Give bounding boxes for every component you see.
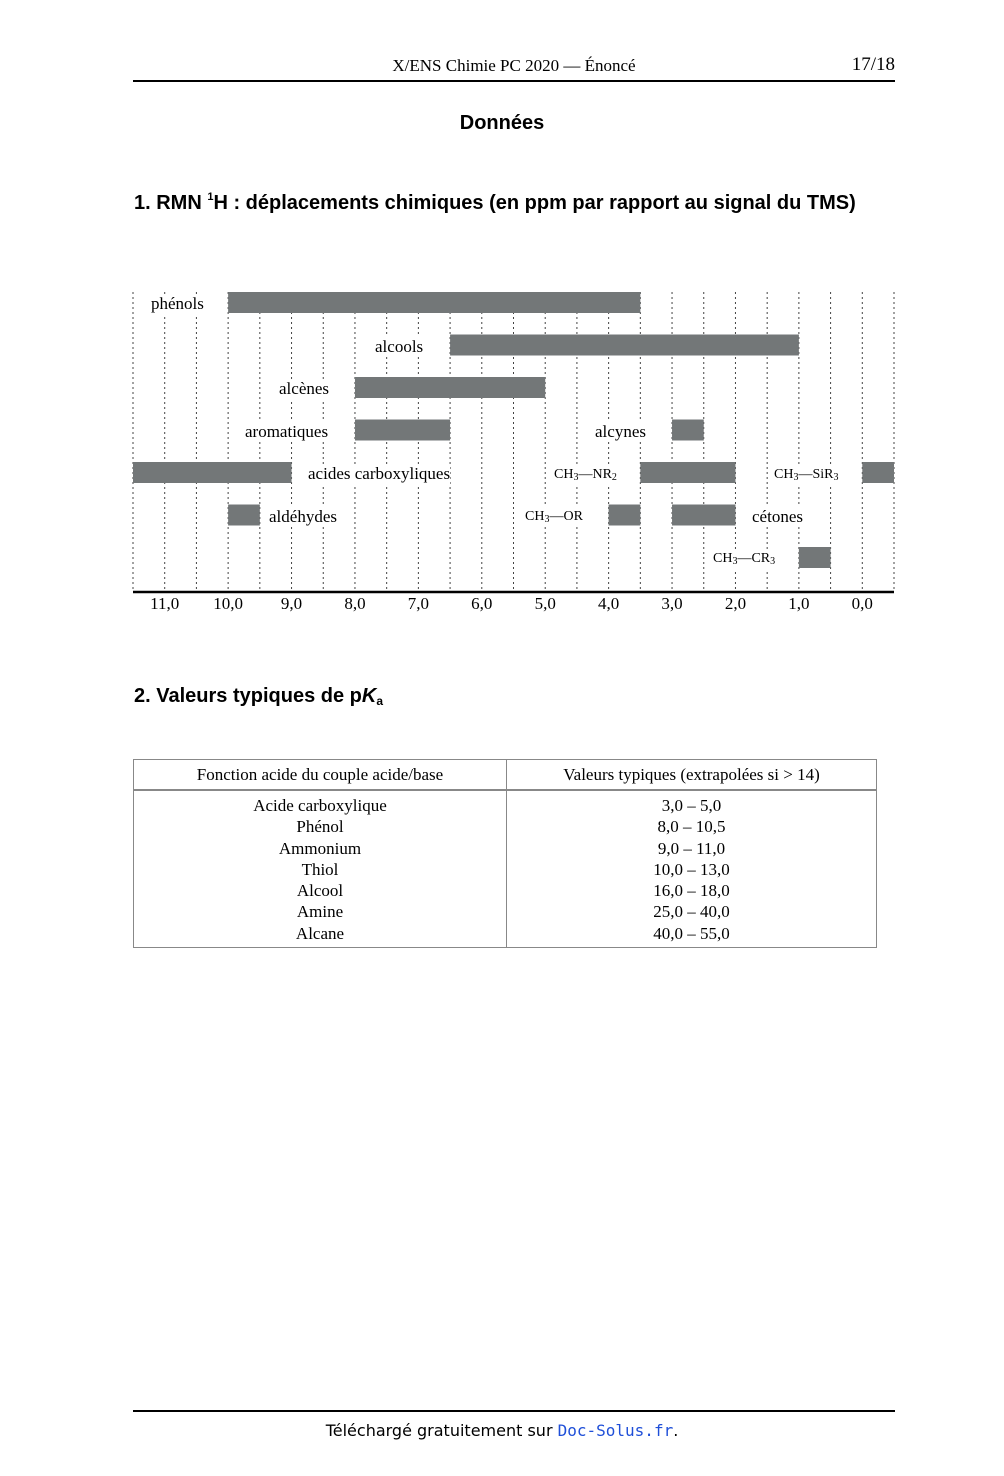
section-1-prefix: 1. RMN [134,192,208,214]
footer [0,1421,1004,1440]
table-row [134,880,877,901]
table-row [134,816,877,837]
cell-fonction: Amine [134,901,507,922]
section-2-italic: K [361,685,377,707]
table-header-row [134,760,877,791]
tick-label: 9,0 [280,594,303,613]
tick-label: 2,0 [724,594,747,613]
bar-alc-nes [355,377,545,398]
tick-label: 5,0 [534,594,556,613]
bar-ch3-or [609,505,641,526]
cell-valeurs: 3,0 – 5,0 [507,790,877,816]
label-phenols: phénols [151,294,204,313]
cell-valeurs: 9,0 – 11,0 [507,838,877,859]
label-acides: acides carboxyliques [308,464,451,483]
page-number: 17/18 [851,54,895,75]
cell-fonction: Ammonium [134,838,507,859]
cell-valeurs: 8,0 – 10,5 [507,816,877,837]
tick-label: 6,0 [471,594,493,613]
label-aldehydes: aldéhydes [269,507,337,526]
tick-label: 11,0 [150,594,180,613]
table-row [134,923,877,948]
label-ch3or: $CH_3—OR$ [525,509,583,525]
section-2-sub: a [376,694,384,708]
footer-link[interactable]: Doc-Solus.fr [557,1421,674,1440]
label-alcynes: alcynes [595,422,646,441]
tick-label: 8,0 [344,594,366,613]
bar-acides-carboxyliques [133,462,292,483]
cell-fonction: Acide carboxylique [134,790,507,816]
cell-fonction: Thiol [134,859,507,880]
table-row [134,838,877,859]
label-aromatiques: aromatiques [245,422,329,441]
nmr-chart [0,0,1004,640]
bar-aromatiques [355,420,450,441]
section-2-heading [134,685,383,708]
cell-fonction: Alcane [134,923,507,948]
table-header-fonction: Fonction acide du couple acide/base [134,760,507,791]
table-row [134,901,877,922]
pka-table [133,759,877,948]
footer-end: . [673,1421,679,1440]
cell-fonction: Phénol [134,816,507,837]
cell-valeurs: 16,0 – 18,0 [507,880,877,901]
label-ch3sir3: $CH_3—SiR_3$ [774,467,839,483]
section-1-sup: 1 [207,191,214,203]
label-ch3cr3: $CH_3—CR_3$ [713,551,776,567]
section-1-rest: H : déplacements chimiques (en ppm par rapport au signal du TMS) [213,192,856,214]
label-alcools: alcools [375,337,424,356]
bar-alcools [450,335,799,356]
table-row [134,790,877,816]
nmr-chart-svg [0,0,1004,640]
bar-c-tones [672,505,735,526]
bar-ch3-nr2 [640,462,735,483]
tick-label: 10,0 [213,594,243,613]
tick-label: 7,0 [407,594,429,613]
tick-label: 0,0 [851,594,873,613]
page-title: Données [459,112,545,134]
label-cetones: cétones [752,507,803,526]
cell-fonction: Alcool [134,880,507,901]
footer-rule [133,1410,895,1412]
tick-label: 1,0 [788,594,810,613]
bar-ch3-cr3 [799,547,831,568]
cell-valeurs: 10,0 – 13,0 [507,859,877,880]
table-row [134,859,877,880]
label-ch3nr2: $CH_3—NR_2$ [554,467,617,483]
section-2-prefix: 2. Valeurs typiques de p [134,685,362,707]
label-alcenes: alcènes [279,379,330,398]
bar-ald-hydes [228,505,260,526]
cell-valeurs: 25,0 – 40,0 [507,901,877,922]
header-title: X/ENS Chimie PC 2020 — Énoncé [392,56,636,75]
cell-valeurs: 40,0 – 55,0 [507,923,877,948]
footer-text: Téléchargé gratuitement sur [325,1421,558,1440]
tick-label: 3,0 [661,594,683,613]
tick-label: 4,0 [598,594,620,613]
table-header-valeurs: Valeurs typiques (extrapolées si > 14) [507,760,877,791]
bar-ch3-sir3 [862,462,894,483]
bar-alcynes [672,420,704,441]
bar-ph-nols [228,292,640,313]
